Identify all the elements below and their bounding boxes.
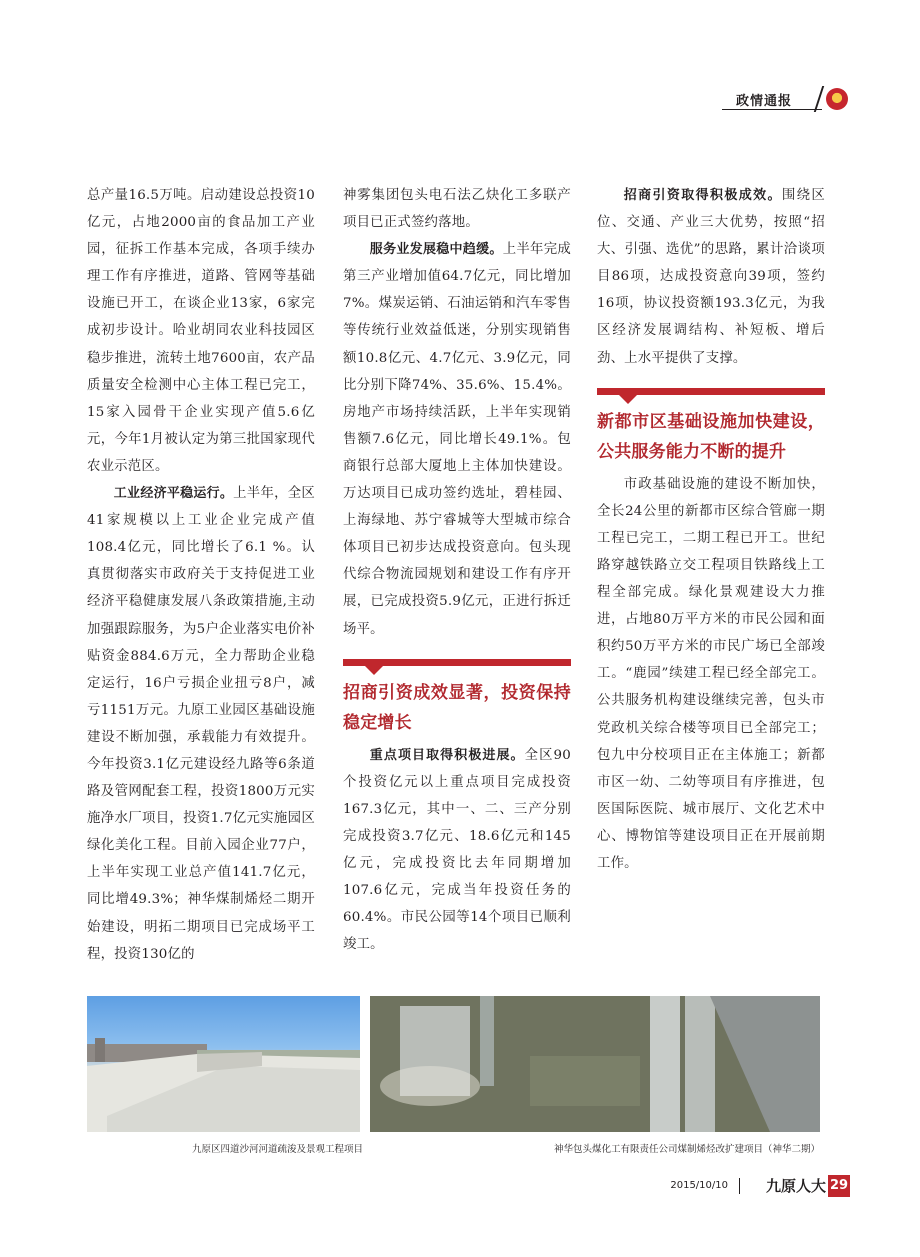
page-number: 29 xyxy=(828,1175,850,1197)
column-2 xyxy=(343,182,571,958)
national-emblem-icon xyxy=(826,88,848,110)
page-header xyxy=(0,82,920,122)
section-heading-block xyxy=(597,388,825,467)
paragraph xyxy=(343,742,571,959)
section-bar xyxy=(597,388,825,395)
paragraph xyxy=(597,182,825,372)
column-1 xyxy=(87,182,315,968)
paragraph-body: 上半年，全区41家规模以上工业企业完成产值108.4亿元，同比增长了6.1 %。认真贯彻落实市政府关于支持促进工业经济平稳健康发展八条政策措施,主动加强跟踪服务，为5户企业落实电价补贴资金884.6万元，全力帮助企业稳定运行，16户亏损企业扭亏8户，减亏1151万元。九原工业园区基础设施建设不断加强，承载能力有效提升。今年投资3.1亿元建设经九路等6条道路及管网配套工程，投资1800万元实施净水厂项目，投资1.7亿元实施园区绿化美化工程。目前入园企业77户，上半年实现工业总产值141.7亿元，同比增49.3%；神华煤制烯烃二期开始建设，明拓二期项目已完成场平工程，投资130亿的 xyxy=(87,486,315,962)
header-rule xyxy=(722,109,822,110)
paragraph xyxy=(87,480,315,968)
paragraph xyxy=(343,236,571,642)
photo-caption-right: 神华包头煤化工有限责任公司煤制烯烃改扩建项目（神华二期） xyxy=(553,1144,820,1155)
paragraph-body: 围绕区位、交通、产业三大优势，按照“招大、引强、选优”的思路，累计洽谈项目86项，达成投资意向39项，签约16项，协议投资额193.3亿元，为我区经济发展调结构、补短板、增后劲、上水平提供了支撑。 xyxy=(597,188,825,366)
column-3 xyxy=(597,182,825,877)
paragraph: 总产量16.5万吨。启动建设总投资10亿元，占地2000亩的食品加工产业园，征拆工作基本完成，各项手续办理工作有序推进，道路、管网等基础设施已开工，在谈企业13家，6家完成初步设计。哈业胡同农业科技园区稳步推进，流转土地7600亩，农产品质量安全检测中心主体工程已完工，15家入园骨干企业实现产值5.6亿元，今年1月被认定为第三批国家现代农业示范区。 xyxy=(87,188,315,474)
coal-chemical-plant-photo xyxy=(370,996,820,1132)
section-bar xyxy=(343,659,571,666)
paragraph-body: 上半年完成第三产业增加值64.7亿元，同比增加7%。煤炭运销、石油运销和汽车零售等传统行业效益低迷，分别实现销售额10.8亿元、4.7亿元、3.9亿元，同比分别下降74%、35.6%、15.4%。房地产市场持续活跃，上半年实现销售额7.6亿元，同比增长49.1%。包商银行总部大厦地上主体加快建设。万达项目已成功签约选址，碧桂园、上海绿地、苏宁睿城等大型城市综合体项目已初步达成投资意向。包头现代综合物流园规划和建设工作有序开展，已完成投资5.9亿元，正进行拆迁场平。 xyxy=(343,242,571,637)
paragraph-lead: 招商引资取得积极成效。 xyxy=(623,188,782,203)
river-dredging-photo xyxy=(87,996,360,1132)
footer-divider xyxy=(739,1178,740,1194)
tower-left xyxy=(650,996,680,1132)
field xyxy=(530,1056,640,1106)
plant-scene-illustration xyxy=(370,996,820,1132)
photo-caption-left: 九原区四道沙河河道疏浚及景观工程项目 xyxy=(192,1144,364,1155)
tower-right xyxy=(685,996,715,1132)
paragraph-lead: 服务业发展稳中趋缓。 xyxy=(369,242,503,258)
paragraph-lead: 重点项目取得积极进展。 xyxy=(369,747,525,763)
paragraph-lead: 工业经济平稳运行。 xyxy=(113,486,234,502)
river-scene-illustration xyxy=(87,996,360,1132)
journal-name: 九原人大 xyxy=(765,1177,826,1195)
paragraph: 市政基础设施的建设不断加快，全长24公里的新都市区综合管廊一期工程已完工，二期工程已开工。世纪路穿越铁路立交工程项目铁路线上工程全部完成。绿化景观建设大力推进，占地80万平方米的市民公园和面积约50万平方米的市民广场已全部竣工。“鹿园”续建工程已经全部完工。公共服务机构建设继续完善，包头市党政机关综合楼等项目已全部完工；包九中分校项目正在主体施工；新都市区一幼、二幼等项目有序推进，包医国际医院、城市展厅、文化艺术中心、博物馆等建设项目正在开展前期工作。 xyxy=(597,476,825,871)
paragraph: 神雾集团包头电石法乙炔化工多联产项目已正式签约落地。 xyxy=(343,188,571,231)
paragraph-body: 全区90个投资亿元以上重点项目完成投资167.3亿元，其中一、二、三产分别完成投资3.7亿元、18.6亿元和145亿元，完成投资比去年同期增加107.6亿元，完成当年投资任务的60.4%。市民公园等14个项目已顺利竣工。 xyxy=(343,747,571,953)
section-heading: 新都市区基础设施加快建设，公共服务能力不断的提升 xyxy=(597,411,825,462)
chimney xyxy=(480,996,494,1086)
section-heading-block xyxy=(343,659,571,738)
steam-cloud xyxy=(380,1066,480,1106)
header-section-title: 政情通报 xyxy=(736,94,793,109)
distant-tower xyxy=(95,1038,105,1062)
section-heading: 招商引资成效显著，投资保持稳定增长 xyxy=(343,682,571,733)
issue-date: 2015/10/10 xyxy=(670,1180,728,1191)
